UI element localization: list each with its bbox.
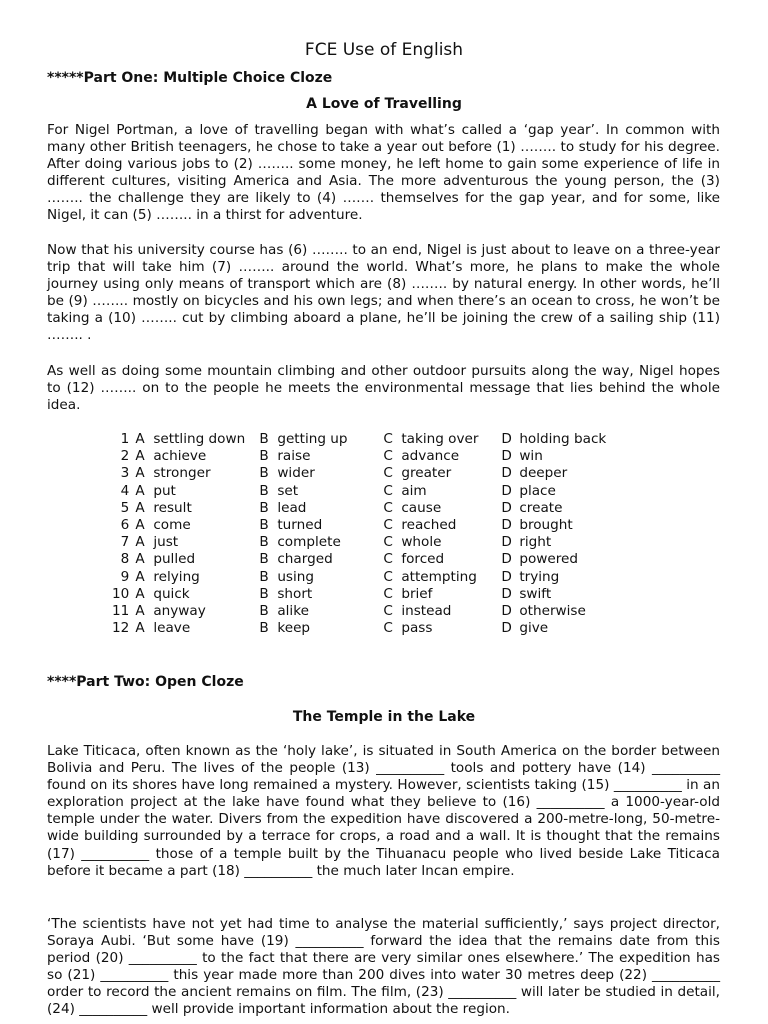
option-word-d: create bbox=[519, 499, 563, 516]
option-word-c: pass bbox=[401, 620, 433, 637]
option-row bbox=[112, 500, 619, 517]
option-word-c: brief bbox=[401, 585, 433, 602]
option-word-c: instead bbox=[401, 603, 452, 620]
option-word-d: give bbox=[519, 620, 549, 637]
option-word-d: right bbox=[519, 534, 552, 551]
option-word-c: forced bbox=[401, 551, 445, 568]
option-letter: D bbox=[501, 431, 512, 447]
part-one-paragraph-1: For Nigel Portman, a love of travelling began with what’s called a ‘gap year’. In common with many other British teenagers, he chose to take a year out before (1) …….. to study for his degree. After doing various jobs to (2) …….. some money, he left home to gain some experience of life in different cultures, visiting America and Asia. The more adventurous the young person, the (3) …….. the challenge they are likely to (4) ……. themselves for the gap year, and for some, like Nigel, it can (5) …….. in a thirst for adventure. bbox=[47, 122, 720, 224]
option-letter: D bbox=[501, 482, 512, 499]
option-letter: B bbox=[259, 534, 269, 551]
option-letter: A bbox=[135, 603, 145, 620]
option-letter: D bbox=[501, 603, 512, 620]
option-letter: C bbox=[383, 448, 393, 465]
part-two-heading: ****Part Two: Open Cloze bbox=[47, 674, 244, 690]
option-word-b: raise bbox=[277, 448, 311, 465]
option-letter: B bbox=[259, 551, 269, 568]
option-letter: A bbox=[135, 620, 145, 637]
option-row bbox=[112, 534, 619, 551]
option-word-b: complete bbox=[277, 534, 341, 551]
option-letter: B bbox=[259, 620, 269, 637]
option-word-b: alike bbox=[277, 603, 309, 620]
option-word-b: charged bbox=[277, 551, 333, 568]
option-word-b: set bbox=[277, 482, 299, 499]
option-row bbox=[112, 465, 619, 482]
question-number: 2 bbox=[120, 448, 130, 465]
part-two-paragraph-1: Lake Titicaca, often known as the ‘holy lake’, is situated in South America on the border between Bolivia and Peru. The lives of the people (13) __________ tools and pottery have (14) __________ found on its shores have long remained a mystery. However, scientists taking (15) __________ in an exploration project at the lake have found what they believe to (16) __________ a 1000-year-old temple under the water. Divers from the expedition have discovered a 200-metre-long, 50-metre-wide building surrounded by a terrace for crops, a road and a wall. It is thought that the remains (17) __________ those of a temple built by the Tihuanacu people who lived beside Lake Titicaca before it became a part (18) __________ the much later Incan empire. bbox=[47, 743, 720, 879]
option-word-a: result bbox=[153, 499, 192, 516]
option-letter: B bbox=[259, 482, 269, 499]
question-number: 7 bbox=[120, 534, 130, 551]
part-one-paragraph-3: As well as doing some mountain climbing and other outdoor pursuits along the way, Nigel hopes to (12) …….. on to the people he meets the environmental message that lies behind the whole idea. bbox=[47, 363, 720, 414]
option-word-c: greater bbox=[401, 465, 452, 482]
option-word-b: wider bbox=[277, 465, 315, 482]
option-row bbox=[112, 431, 619, 448]
option-letter: C bbox=[383, 534, 393, 551]
option-word-c: advance bbox=[401, 448, 460, 465]
option-letter: B bbox=[259, 431, 269, 447]
option-word-a: just bbox=[153, 534, 179, 551]
option-letter: B bbox=[259, 603, 269, 620]
option-letter: D bbox=[501, 517, 512, 534]
option-word-a: relying bbox=[153, 568, 200, 585]
option-letter: D bbox=[501, 534, 512, 551]
option-word-b: short bbox=[277, 585, 313, 602]
page-title: FCE Use of English bbox=[304, 40, 464, 60]
option-word-c: reached bbox=[401, 517, 457, 534]
option-word-d: brought bbox=[519, 517, 573, 534]
option-letter: C bbox=[383, 431, 393, 447]
option-letter: A bbox=[135, 551, 145, 568]
option-letter: A bbox=[135, 534, 145, 551]
option-letter: A bbox=[135, 465, 145, 482]
option-word-a: stronger bbox=[153, 465, 211, 482]
option-letter: D bbox=[501, 620, 512, 637]
option-letter: B bbox=[259, 517, 269, 534]
option-word-b: keep bbox=[277, 620, 311, 637]
option-letter: A bbox=[135, 448, 145, 465]
option-letter: C bbox=[383, 499, 393, 516]
option-letter: C bbox=[383, 551, 393, 568]
question-number: 1 bbox=[120, 431, 130, 447]
option-letter: B bbox=[259, 585, 269, 602]
question-number: 12 bbox=[112, 620, 130, 637]
option-letter: B bbox=[259, 465, 269, 482]
option-word-c: whole bbox=[401, 534, 442, 551]
option-word-d: otherwise bbox=[519, 603, 586, 620]
option-letter: A bbox=[135, 482, 145, 499]
answer-options-table bbox=[112, 431, 619, 637]
option-row bbox=[112, 551, 619, 568]
option-word-b: lead bbox=[277, 499, 307, 516]
option-row bbox=[112, 603, 619, 620]
option-letter: B bbox=[259, 499, 269, 516]
option-word-c: attempting bbox=[401, 568, 477, 585]
option-word-c: cause bbox=[401, 499, 442, 516]
option-word-a: pulled bbox=[153, 551, 196, 568]
option-word-d: deeper bbox=[519, 465, 568, 482]
option-letter: D bbox=[501, 568, 512, 585]
option-letter: B bbox=[259, 568, 269, 585]
option-row bbox=[112, 586, 619, 603]
option-word-d: powered bbox=[519, 551, 579, 568]
option-letter: C bbox=[383, 517, 393, 534]
option-word-c: aim bbox=[401, 482, 427, 499]
option-letter: D bbox=[501, 585, 512, 602]
option-letter: C bbox=[383, 465, 393, 482]
option-letter: C bbox=[383, 482, 393, 499]
option-letter: C bbox=[383, 620, 393, 637]
part-two-subtitle: The Temple in the Lake bbox=[292, 709, 476, 725]
option-letter: A bbox=[135, 499, 145, 516]
option-row bbox=[112, 517, 619, 534]
option-letter: D bbox=[501, 465, 512, 482]
option-letter: A bbox=[135, 585, 145, 602]
option-letter: C bbox=[383, 585, 393, 602]
option-word-b: using bbox=[277, 568, 315, 585]
option-letter: D bbox=[501, 448, 512, 465]
option-letter: D bbox=[501, 551, 512, 568]
option-letter: A bbox=[135, 431, 145, 447]
part-one-heading: *****Part One: Multiple Choice Cloze bbox=[47, 70, 333, 86]
part-one-subtitle: A Love of Travelling bbox=[306, 96, 462, 112]
option-letter: D bbox=[501, 499, 512, 516]
option-row bbox=[112, 569, 619, 586]
part-two-paragraph-2: ‘The scientists have not yet had time to analyse the material sufficiently,’ says project director, Soraya Aubi. ‘But some have (19) __________ forward the idea that the remains date from this period (20) __________ to the fact that there are very similar ones elsewhere.’ The expedition has so (21) __________ this year made more than 200 dives into water 30 metres deep (22) __________ order to record the ancient remains on film. The film, (23) __________ will later be studied in detail, (24) __________ well provide important information about the region. bbox=[47, 916, 720, 1018]
question-number: 5 bbox=[120, 499, 130, 516]
option-word-d: trying bbox=[519, 568, 560, 585]
option-letter: A bbox=[135, 517, 145, 534]
option-letter: C bbox=[383, 568, 393, 585]
option-word-a: quick bbox=[153, 585, 190, 602]
option-word-a: settling down bbox=[153, 431, 246, 447]
question-number: 9 bbox=[120, 568, 130, 585]
option-letter: B bbox=[259, 448, 269, 465]
option-word-d: win bbox=[519, 448, 543, 465]
question-number: 3 bbox=[120, 465, 130, 482]
question-number: 4 bbox=[120, 482, 130, 499]
part-one-paragraph-2: Now that his university course has (6) …….. to an end, Nigel is just about to leave on a three-year trip that will take him (7) …….. around the world. What’s more, he plans to make the whole journey using only means of transport which are (8) …….. by natural energy. In other words, he’ll be (9) …….. mostly on bicycles and his own legs; and when there’s an ocean to cross, he won’t be taking a (10) …….. cut by climbing aboard a plane, he’ll be joining the crew of a sailing ship (11) …….. . bbox=[47, 242, 720, 344]
option-word-a: anyway bbox=[153, 603, 206, 620]
option-word-c: taking over bbox=[401, 431, 479, 447]
option-word-a: put bbox=[153, 482, 176, 499]
option-letter: A bbox=[135, 568, 145, 585]
option-word-a: come bbox=[153, 517, 191, 534]
option-row bbox=[112, 620, 619, 637]
option-word-b: turned bbox=[277, 517, 323, 534]
question-number: 6 bbox=[120, 517, 130, 534]
option-row bbox=[112, 448, 619, 465]
option-word-d: holding back bbox=[519, 431, 607, 447]
option-word-b: getting up bbox=[277, 431, 348, 447]
question-number: 8 bbox=[120, 551, 130, 568]
question-number: 10 bbox=[112, 585, 130, 602]
option-row bbox=[112, 483, 619, 500]
option-word-a: leave bbox=[153, 620, 191, 637]
question-number: 11 bbox=[112, 603, 130, 620]
option-word-d: place bbox=[519, 482, 556, 499]
option-letter: C bbox=[383, 603, 393, 620]
option-word-d: swift bbox=[519, 585, 552, 602]
option-word-a: achieve bbox=[153, 448, 207, 465]
